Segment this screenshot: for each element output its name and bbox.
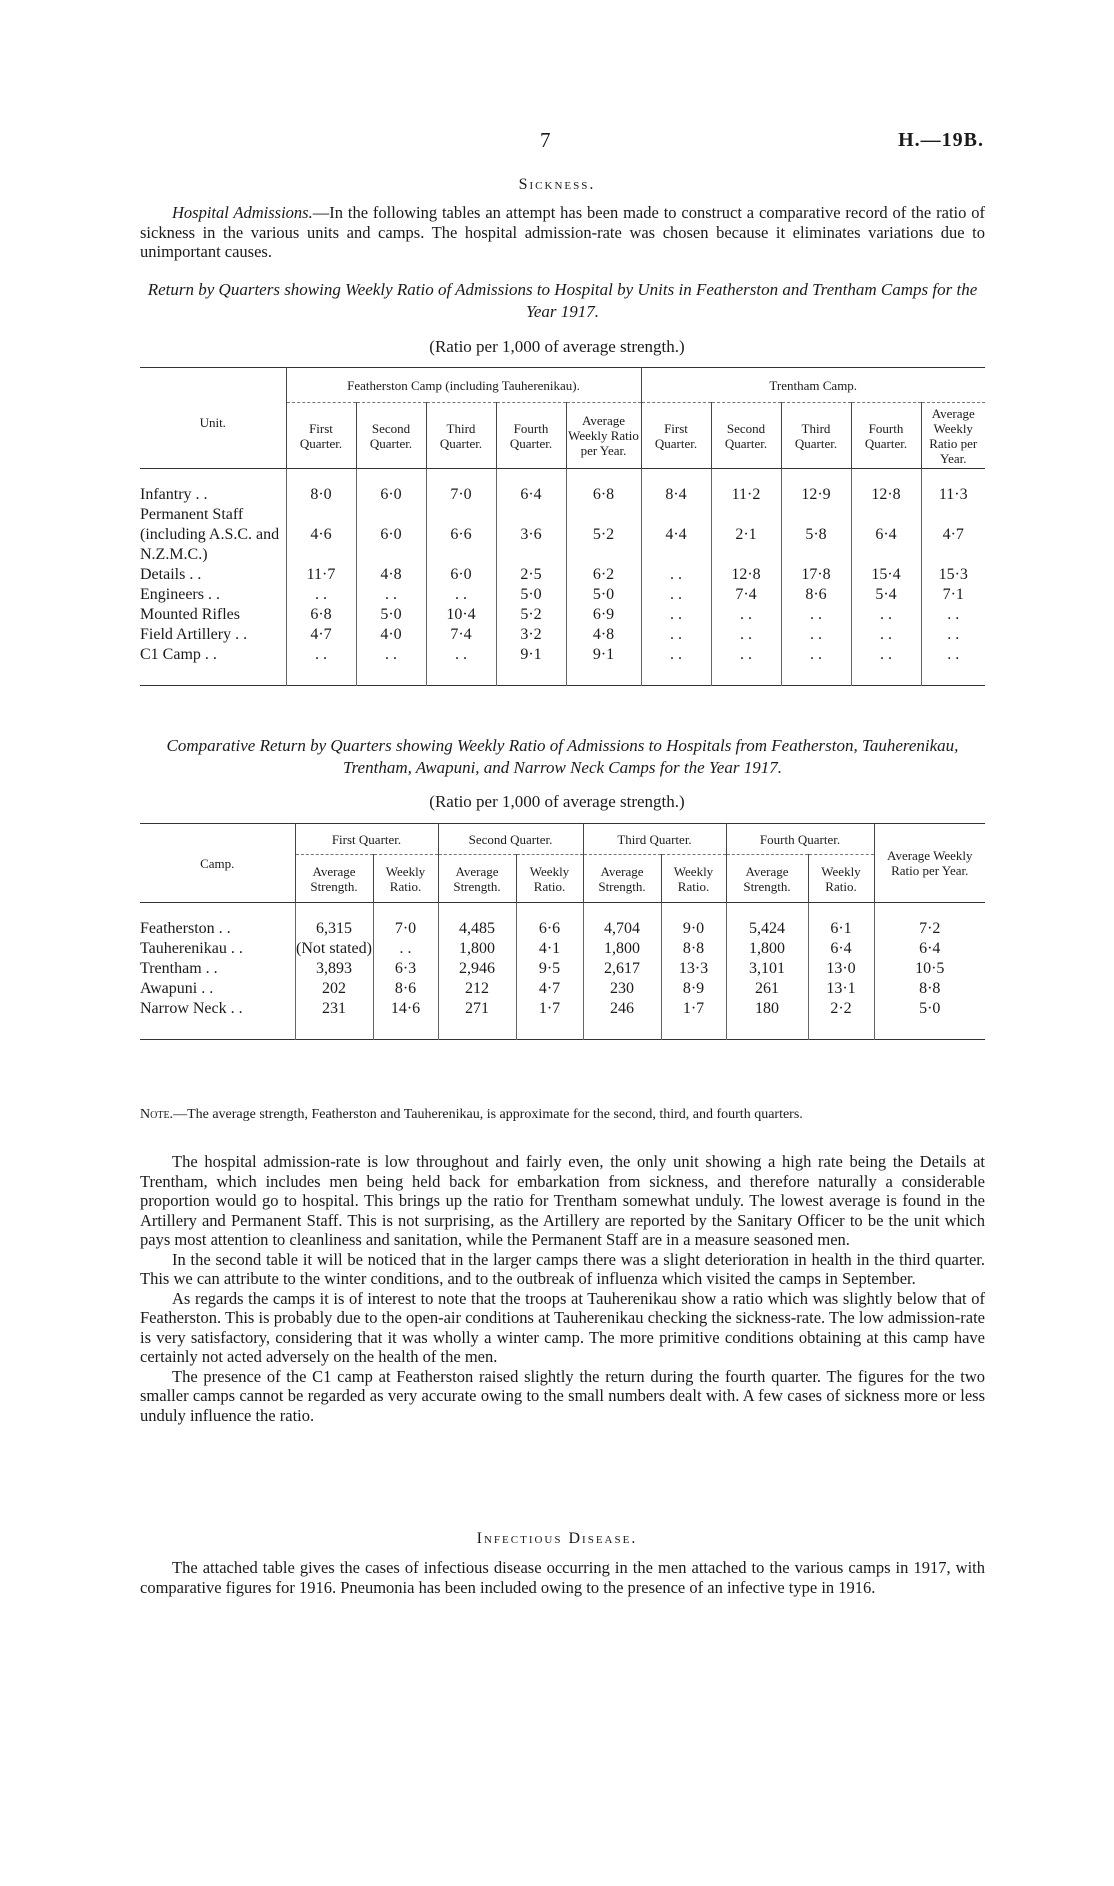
t2-value-cell: 5,424: [726, 919, 808, 939]
t1-unit-cell: Details . .: [140, 566, 202, 583]
t1-value-cell: 3·2: [496, 625, 566, 645]
t1-value-cell: . .: [711, 645, 781, 665]
t1-row: [140, 585, 985, 605]
t2-value-cell: 271: [438, 999, 516, 1019]
t1-value-cell: . .: [641, 605, 711, 625]
t1-value-cell: 4·7: [921, 505, 985, 565]
t1-value-cell: 6·4: [851, 505, 921, 565]
t2-value-cell: 7·2: [874, 919, 985, 939]
t2-value-cell: 246: [583, 999, 661, 1019]
t2-value-cell: 1,800: [438, 939, 516, 959]
t2-value-cell: 6,315: [295, 919, 373, 939]
t1-value-cell: 9·1: [496, 645, 566, 665]
t2-value-cell: 4·7: [516, 979, 583, 999]
t1-row: [140, 625, 985, 645]
t2-strength-3: Average Strength.: [583, 855, 661, 903]
t1-value-cell: 6·0: [356, 505, 426, 565]
t1-value-cell: . .: [426, 585, 496, 605]
t1-value-cell: 6·9: [566, 605, 641, 625]
t2-value-cell: 1,800: [726, 939, 808, 959]
t2-quarter-1: First Quarter.: [295, 824, 438, 855]
camp-column-header: Camp.: [200, 855, 235, 871]
discussion-paragraph-3: As regards the camps it is of interest to note that the troops at Tauherenikau show a ratio which was slightly below that of Featherston. This is probably due to the open-air conditions at Tauherenikau checking the sickness-rate. The low admission-rate is very satisfactory, considering that it was wholly a winter camp. The more primitive conditions obtaining at this camp have certainly not acted adversely on the health of the men.: [140, 1288, 985, 1366]
t1-unit-cell: Infantry . .: [140, 486, 208, 503]
t1-subhead-8: Third Quarter.: [781, 403, 851, 469]
unit-column-header: Unit.: [199, 414, 226, 430]
t2-value-cell: 8·9: [661, 979, 726, 999]
t2-body: [140, 919, 985, 1019]
intro-lead: Hospital Admissions.: [172, 203, 313, 222]
note-lead: Note.: [140, 1107, 174, 1122]
t1-value-cell: . .: [641, 585, 711, 605]
t1-value-cell: 7·1: [921, 585, 985, 605]
t1-unit-cell: Mounted Rifles: [140, 606, 240, 623]
t1-value-cell: . .: [921, 625, 985, 645]
infectious-disease-text: [140, 1558, 985, 1597]
t1-subhead-1: First Quarter.: [286, 403, 356, 469]
t2-value-cell: 8·8: [661, 939, 726, 959]
t1-value-cell: 6·0: [426, 565, 496, 585]
t2-value-cell: 14·6: [373, 999, 438, 1019]
t2-value-cell: 6·3: [373, 959, 438, 979]
t1-value-cell: 12·9: [781, 485, 851, 505]
t2-value-cell: 6·4: [808, 939, 874, 959]
t1-value-cell: . .: [781, 645, 851, 665]
t2-average-header: Average Weekly Ratio per Year.: [874, 824, 985, 903]
t1-value-cell: 7·0: [426, 485, 496, 505]
t2-ratio-1: Weekly Ratio.: [373, 855, 438, 903]
discussion-paragraph-2: In the second table it will be noticed that in the larger camps there was a slight deterioration in health in the third quarter. This we can attribute to the winter conditions, and to the outbreak of influenza which visited the camps in September.: [140, 1249, 985, 1288]
t2-value-cell: 4·1: [516, 939, 583, 959]
t1-value-cell: 3·6: [496, 505, 566, 565]
t2-value-cell: 1·7: [661, 999, 726, 1019]
t1-subhead-4: Fourth Quarter.: [496, 403, 566, 469]
sickness-heading: Sickness.: [518, 176, 596, 193]
t2-row: [140, 979, 985, 999]
t2-quarter-3: Third Quarter.: [583, 824, 726, 855]
t2-value-cell: 13·1: [808, 979, 874, 999]
t1-value-cell: 6·6: [426, 505, 496, 565]
t2-quarter-4: Fourth Quarter.: [726, 824, 874, 855]
t1-value-cell: 4·7: [286, 625, 356, 645]
t1-value-cell: 5·0: [356, 605, 426, 625]
t1-value-cell: 12·8: [711, 565, 781, 585]
t1-value-cell: 4·6: [286, 505, 356, 565]
t1-value-cell: . .: [641, 625, 711, 645]
t1-row: [140, 505, 985, 565]
t2-strength-4: Average Strength.: [726, 855, 808, 903]
t1-subhead-9: Fourth Quarter.: [851, 403, 921, 469]
t2-value-cell: 180: [726, 999, 808, 1019]
document-reference: H.—19B.: [898, 129, 984, 151]
t1-value-cell: 8·6: [781, 585, 851, 605]
t1-subhead-2: Second Quarter.: [356, 403, 426, 469]
t2-value-cell: 13·3: [661, 959, 726, 979]
t2-value-cell: 4,704: [583, 919, 661, 939]
t1-value-cell: 5·2: [496, 605, 566, 625]
discussion-paragraph-1: The hospital admission-rate is low throughout and fairly even, the only unit showing a high rate being the Details at Trentham, which includes men being held back for embarkation from sickness, and therefore naturally a considerable proportion would go to hospital. This brings up the ratio for Trentham somewhat unduly. The lowest average is found in the Artillery and Permanent Staff. This is not surprising, as the Artillery are reported by the Sanitary Officer to be the unit which pays most attention to cleanliness and sanitation, while the Permanent Staff are in a measure seasoned men.: [140, 1152, 985, 1249]
t2-value-cell: 7·0: [373, 919, 438, 939]
discussion-paragraph-4: The presence of the C1 camp at Featherston raised slightly the return during the fourth quarter. The figures for the two smaller camps cannot be regarded as very accurate owing to the small numbers dealt with. A few cases of sickness more or less unduly influence the ratio.: [140, 1366, 985, 1425]
t1-value-cell: 5·2: [566, 505, 641, 565]
t2-value-cell: 2,617: [583, 959, 661, 979]
t1-value-cell: . .: [851, 645, 921, 665]
t1-value-cell: 6·8: [286, 605, 356, 625]
t1-subhead-10: Average Weekly Ratio per Year.: [921, 403, 985, 469]
t1-row: [140, 485, 985, 505]
t2-value-cell: 6·6: [516, 919, 583, 939]
t2-camp-cell: Featherston . .: [140, 920, 231, 937]
sickness-intro: [140, 203, 985, 262]
t2-value-cell: 1·7: [516, 999, 583, 1019]
t2-camp-cell: Tauherenikau . .: [140, 940, 243, 957]
table1-ratio-note: (Ratio per 1,000 of average strength.): [429, 337, 685, 356]
t1-subhead-3: Third Quarter.: [426, 403, 496, 469]
t2-value-cell: 6·4: [874, 939, 985, 959]
t2-row: [140, 999, 985, 1019]
featherston-group-header: Featherston Camp (including Tauherenikau).: [286, 368, 641, 403]
units-admission-table: [140, 367, 985, 686]
t2-strength-2: Average Strength.: [438, 855, 516, 903]
t2-value-cell: 3,101: [726, 959, 808, 979]
t2-value-cell: 231: [295, 999, 373, 1019]
t1-value-cell: 4·8: [566, 625, 641, 645]
t2-row: [140, 919, 985, 939]
discussion: [140, 1152, 985, 1425]
t1-value-cell: . .: [781, 625, 851, 645]
page-number: 7: [540, 128, 551, 152]
t1-unit-cell: Permanent Staff (including A.S.C. and N.Z.M.C.): [140, 506, 280, 563]
t1-value-cell: 17·8: [781, 565, 851, 585]
t1-value-cell: 2·1: [711, 505, 781, 565]
t1-row: [140, 605, 985, 625]
t1-value-cell: . .: [356, 645, 426, 665]
t1-value-cell: . .: [641, 645, 711, 665]
t2-value-cell: 4,485: [438, 919, 516, 939]
t1-unit-cell: C1 Camp . .: [140, 646, 217, 663]
t1-value-cell: 10·4: [426, 605, 496, 625]
t1-value-cell: 7·4: [426, 625, 496, 645]
camps-admission-table: [140, 823, 985, 1040]
t2-value-cell: 2,946: [438, 959, 516, 979]
t1-value-cell: . .: [851, 605, 921, 625]
t1-value-cell: 4·0: [356, 625, 426, 645]
t1-row: [140, 645, 985, 665]
t2-value-cell: 8·8: [874, 979, 985, 999]
t1-subhead-7: Second Quarter.: [711, 403, 781, 469]
t1-value-cell: 11·3: [921, 485, 985, 505]
t1-value-cell: 5·8: [781, 505, 851, 565]
t2-value-cell: 6·1: [808, 919, 874, 939]
t2-value-cell: . .: [373, 939, 438, 959]
note-text: —The average strength, Featherston and Tauherenikau, is approximate for the second, third, and fourth quarters.: [173, 1107, 803, 1122]
t2-value-cell: 8·6: [373, 979, 438, 999]
intro-text: —In the following tables an attempt has been made to construct a comparative record of the ratio of sickness in the various units and camps. The hospital admission-rate was chosen because it eliminates variations due to unimportant causes.: [140, 203, 985, 261]
t1-value-cell: 9·1: [566, 645, 641, 665]
table2-caption: Comparative Return by Quarters showing Weekly Ratio of Admissions to Hospitals from Featherston, Tauherenikau, Trentham, Awapuni, and Narrow Neck Camps for the Year 1917.: [166, 736, 959, 777]
t1-value-cell: 6·4: [496, 485, 566, 505]
t1-value-cell: . .: [921, 645, 985, 665]
t2-strength-1: Average Strength.: [295, 855, 373, 903]
t2-row: [140, 939, 985, 959]
t2-value-cell: 9·0: [661, 919, 726, 939]
t2-value-cell: 5·0: [874, 999, 985, 1019]
t2-camp-cell: Narrow Neck . .: [140, 1000, 243, 1017]
t2-camp-cell: Trentham . .: [140, 960, 218, 977]
t1-value-cell: 5·0: [496, 585, 566, 605]
t1-value-cell: . .: [426, 645, 496, 665]
t1-value-cell: 15·4: [851, 565, 921, 585]
t1-value-cell: 15·3: [921, 565, 985, 585]
t2-row: [140, 959, 985, 979]
t1-row: [140, 565, 985, 585]
t2-value-cell: 9·5: [516, 959, 583, 979]
t2-value-cell: 13·0: [808, 959, 874, 979]
t2-ratio-3: Weekly Ratio.: [661, 855, 726, 903]
t1-value-cell: 5·4: [851, 585, 921, 605]
t1-value-cell: . .: [286, 585, 356, 605]
t1-value-cell: 8·0: [286, 485, 356, 505]
t1-value-cell: 2·5: [496, 565, 566, 585]
t1-value-cell: . .: [851, 625, 921, 645]
t1-subhead-5: Average Weekly Ratio per Year.: [566, 403, 641, 469]
t1-value-cell: 8·4: [641, 485, 711, 505]
t1-unit-cell: Field Artillery . .: [140, 626, 248, 643]
t1-value-cell: 4·8: [356, 565, 426, 585]
t1-value-cell: . .: [641, 565, 711, 585]
t1-value-cell: 11·7: [286, 565, 356, 585]
t2-value-cell: 3,893: [295, 959, 373, 979]
t2-ratio-2: Weekly Ratio.: [516, 855, 583, 903]
infectious-disease-heading: Infectious Disease.: [476, 1530, 638, 1547]
table2-ratio-note: (Ratio per 1,000 of average strength.): [429, 792, 685, 811]
trentham-group-header: Trentham Camp.: [641, 368, 985, 403]
t1-value-cell: 5·0: [566, 585, 641, 605]
t1-value-cell: . .: [356, 585, 426, 605]
t1-value-cell: 6·2: [566, 565, 641, 585]
t2-value-cell: 1,800: [583, 939, 661, 959]
t2-quarter-2: Second Quarter.: [438, 824, 583, 855]
t2-camp-cell: Awapuni . .: [140, 980, 214, 997]
t1-value-cell: . .: [711, 605, 781, 625]
t1-value-cell: 4·4: [641, 505, 711, 565]
t2-ratio-4: Weekly Ratio.: [808, 855, 874, 903]
t1-subhead-6: First Quarter.: [641, 403, 711, 469]
t1-value-cell: . .: [781, 605, 851, 625]
t2-value-cell: 202: [295, 979, 373, 999]
t2-value-cell: 230: [583, 979, 661, 999]
t1-value-cell: 6·0: [356, 485, 426, 505]
t1-value-cell: . .: [711, 625, 781, 645]
table1-caption: Return by Quarters showing Weekly Ratio of Admissions to Hospital by Units in Featherston and Trentham Camps for the Year 1917.: [147, 280, 978, 321]
t1-unit-cell: Engineers . .: [140, 586, 220, 603]
t2-value-cell: (Not stated): [296, 940, 372, 957]
t1-value-cell: 7·4: [711, 585, 781, 605]
t1-value-cell: 6·8: [566, 485, 641, 505]
t1-value-cell: 11·2: [711, 485, 781, 505]
t1-value-cell: 12·8: [851, 485, 921, 505]
t2-value-cell: 2·2: [808, 999, 874, 1019]
t2-value-cell: 261: [726, 979, 808, 999]
t2-value-cell: 212: [438, 979, 516, 999]
t1-value-cell: . .: [286, 645, 356, 665]
table2-note: [140, 1106, 985, 1123]
t1-value-cell: . .: [921, 605, 985, 625]
t1-body: [140, 485, 985, 665]
infectious-paragraph: The attached table gives the cases of infectious disease occurring in the men attached to the various camps in 1917, with comparative figures for 1916. Pneumonia has been included owing to the presence of an infective type in 1916.: [140, 1558, 985, 1597]
t2-value-cell: 10·5: [874, 959, 985, 979]
